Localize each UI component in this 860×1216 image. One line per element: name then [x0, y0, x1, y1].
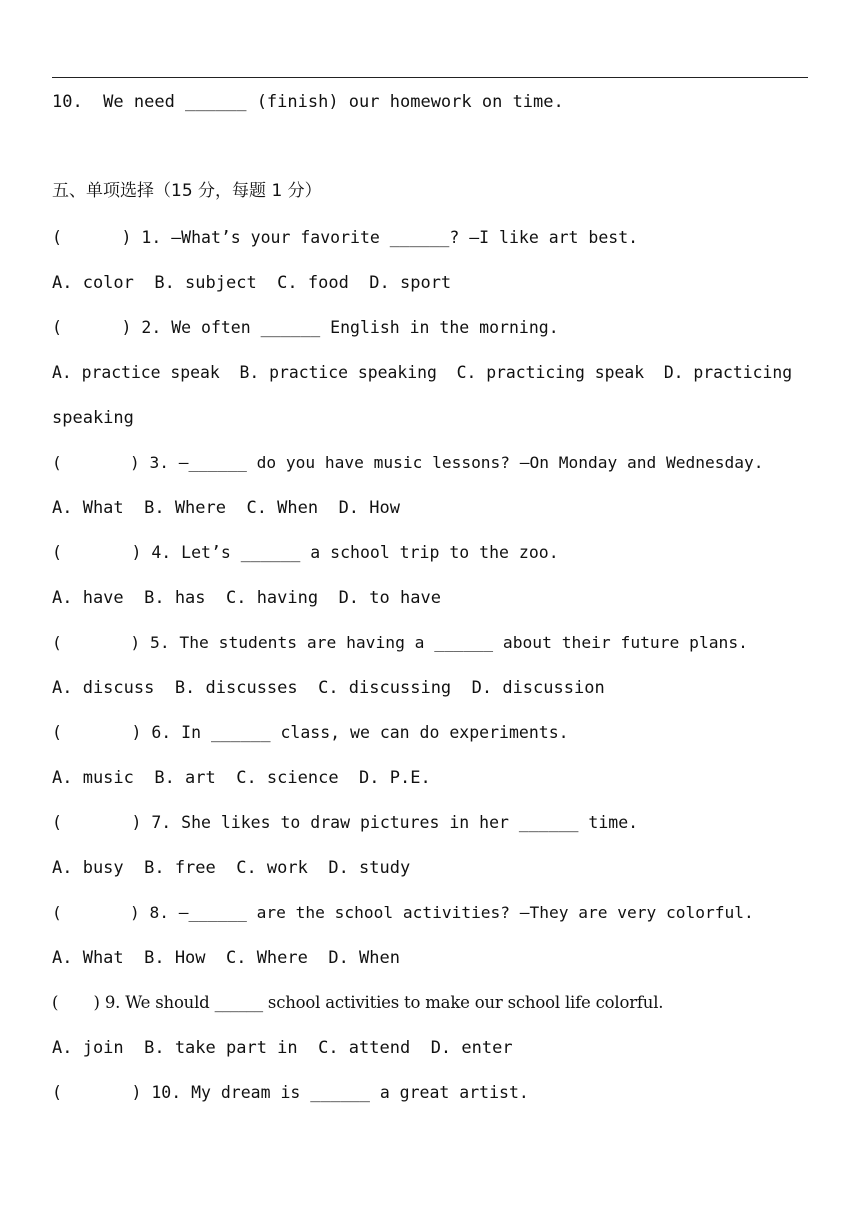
options-7: A. busy B. free C. work D. study — [52, 858, 411, 878]
options-2-continued: speaking — [52, 408, 134, 428]
question-1: ( ) 1. —What’s your favorite ______? —I like art best. — [52, 228, 639, 247]
question-7: ( ) 7. She likes to draw pictures in her ______ time. — [52, 813, 639, 832]
options-5: A. discuss B. discusses C. discussing D. discussion — [52, 678, 605, 698]
question-4: ( ) 4. Let’s ______ a school trip to the zoo. — [52, 543, 559, 562]
question-2: ( ) 2. We often ______ English in the morning. — [52, 318, 559, 337]
question-3: ( ) 3. —______ do you have music lessons? —On Monday and Wednesday. — [52, 453, 764, 472]
question-5: ( ) 5. The students are having a ______ about their future plans. — [52, 633, 748, 652]
options-3: A. What B. Where C. When D. How — [52, 498, 400, 518]
options-2: A. practice speak B. practice speaking C. practicing speak D. practicing — [52, 363, 793, 382]
question-6: ( ) 6. In ______ class, we can do experiments. — [52, 723, 569, 742]
options-1: A. color B. subject C. food D. sport — [52, 273, 452, 293]
options-6: A. music B. art C. science D. P.E. — [52, 768, 431, 788]
options-9: A. join B. take part in C. attend D. enter — [52, 1038, 513, 1058]
top-question: 10. We need ______ (finish) our homework on time. — [52, 92, 564, 112]
question-9: ( ) 9. We should ______ school activities to make our school life colorful. — [52, 993, 664, 1012]
horizontal-rule — [52, 77, 808, 78]
options-8: A. What B. How C. Where D. When — [52, 948, 400, 968]
section-title: 五、单项选择（15 分，每题 1 分） — [52, 181, 322, 201]
question-8: ( ) 8. —______ are the school activities? —They are very colorful. — [52, 903, 754, 922]
options-4: A. have B. has C. having D. to have — [52, 588, 441, 608]
question-10: ( ) 10. My dream is ______ a great artist. — [52, 1083, 529, 1102]
